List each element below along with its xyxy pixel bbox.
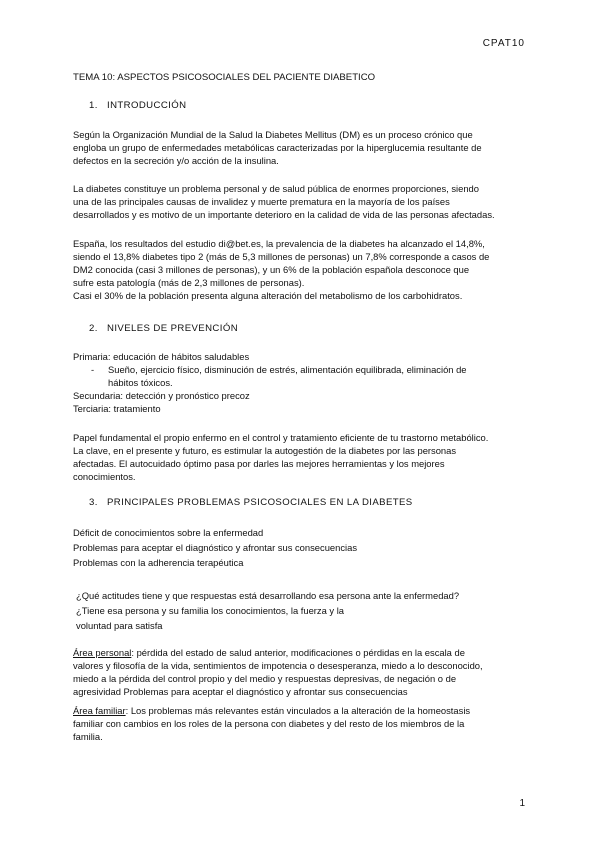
bullet-text: Sueño, ejercicio físico, disminución de estrés, alimentación equilibrada, eliminación de [108, 364, 467, 375]
text-line: valores y filosofía de la vida, sentimientos de impotencia o desesperanza, miedo a lo desconocido, [73, 660, 483, 671]
text-line: DM2 conocida (casi 3 millones de personas), y un 6% de la población española desconoce que [73, 264, 470, 275]
section-heading-introduccion [89, 99, 186, 112]
section-heading-problemas-psicosociales [89, 496, 413, 509]
area-familiar-text: : Los problemas más relevantes están vinculados a la alteración de la homeostasis [125, 705, 471, 716]
problems-list [73, 525, 528, 570]
area-familiar-label: Área familiar [73, 705, 126, 716]
intro-paragraph-3 [73, 237, 528, 302]
text-line: afectadas. El autocuidado óptimo pasa por darles las mejores herramientas y los mejores [73, 458, 445, 469]
text-line: desarrollados y es motivo de un importante deterioro en la calidad de vida de las personas afectadas. [73, 209, 495, 220]
problem-item: Problemas para aceptar el diagnóstico y afrontar sus consecuencias [73, 542, 358, 553]
document-title: TEMA 10: ASPECTOS PSICOSOCIALES DEL PACIENTE DIABETICO [73, 72, 376, 83]
prevention-secondary: Secundaria: detección y pronóstico precoz [73, 390, 250, 401]
area-personal-label: Área personal [73, 647, 132, 658]
area-personal-paragraph [73, 646, 528, 698]
text-line: defectos en la secreción y/o acción de la insulina. [73, 155, 279, 166]
problem-item: Déficit de conocimientos sobre la enfermedad [73, 527, 264, 538]
section-number: 2. [89, 323, 98, 334]
text-line: agresividad Problemas para aceptar el diagnóstico y afrontar sus consecuencias [73, 686, 408, 697]
question-line: voluntad para satisfa [76, 620, 163, 631]
section-number: 1. [89, 100, 98, 111]
bullet-dash: - [91, 364, 95, 375]
text-line: miedo a la pérdida del control propio y del medio y respuestas depresivas, de negación o de [73, 673, 457, 684]
section-title: PRINCIPALES PROBLEMAS PSICOSOCIALES EN LA DIABETES [107, 497, 413, 508]
section-title: NIVELES DE PREVENCIÓN [107, 323, 239, 334]
prevention-primary: Primaria: educación de hábitos saludables [73, 351, 250, 362]
problem-item: Problemas con la adherencia terapéutica [73, 557, 244, 568]
text-line: La clave, en el presente y futuro, es estimular la autogestión de la diabetes por las personas [73, 445, 457, 456]
prevention-tertiary: Terciaria: tratamiento [73, 403, 161, 414]
text-line: engloba un grupo de enfermedades metabólicas caracterizadas por la hiperglucemia resultante de [73, 142, 482, 153]
prevention-list [73, 350, 528, 415]
text-line: Casi el 30% de la población presenta alguna alteración del metabolismo de los carbohidratos. [73, 290, 463, 301]
prevention-bullet-continuation: hábitos tóxicos. [108, 377, 173, 388]
area-personal-text: : pérdida del estado de salud anterior, modificaciones o pérdidas en la escala de [131, 647, 465, 658]
text-line: La diabetes constituye un problema personal y de salud pública de enormes proporciones, siendo [73, 183, 479, 194]
page-number: 1 [519, 798, 525, 809]
text-line: Según la Organización Mundial de la Salud la Diabetes Mellitus (DM) es un proceso crónico que [73, 129, 473, 140]
question-line: ¿Tiene esa persona y su familia los conocimientos, la fuerza y la [76, 605, 345, 616]
prevention-bullet [73, 363, 528, 376]
text-line [73, 646, 528, 659]
intro-paragraph-2 [73, 182, 528, 221]
text-line: España, los resultados del estudio di@bet.es, la prevalencia de la diabetes ha alcanzado el 14,8%, [73, 238, 485, 249]
text-line: familia. [73, 731, 103, 742]
section-heading-niveles-prevencion [89, 322, 238, 335]
text-line: una de las principales causas de invalidez y muerte prematura en la mayoría de los países [73, 196, 450, 207]
text-line: siendo el 13,8% diabetes tipo 2 (más de 5,3 millones de personas) un 7,8% corresponde a casos de [73, 251, 490, 262]
prevention-paragraph [73, 431, 528, 483]
text-line: familiar con cambios en los roles de la persona con diabetes y del resto de los miembros de la [73, 718, 465, 729]
question-line: ¿Qué actitudes tiene y que respuestas está desarrollando esa persona ante la enfermedad? [76, 590, 460, 601]
section-title: INTRODUCCIÓN [107, 100, 187, 111]
text-line: sufre esta patología (más de 2,3 millones de personas). [73, 277, 305, 288]
text-line: Papel fundamental el propio enfermo en el control y tratamiento eficiente de tu trastorno metabólico. [73, 432, 489, 443]
area-familiar-paragraph [73, 704, 528, 743]
section-number: 3. [89, 497, 98, 508]
questions-block [76, 588, 531, 633]
header-code: CPAT10 [482, 38, 525, 49]
text-line: conocimientos. [73, 471, 136, 482]
intro-paragraph-1 [73, 128, 528, 167]
text-line [73, 704, 528, 717]
